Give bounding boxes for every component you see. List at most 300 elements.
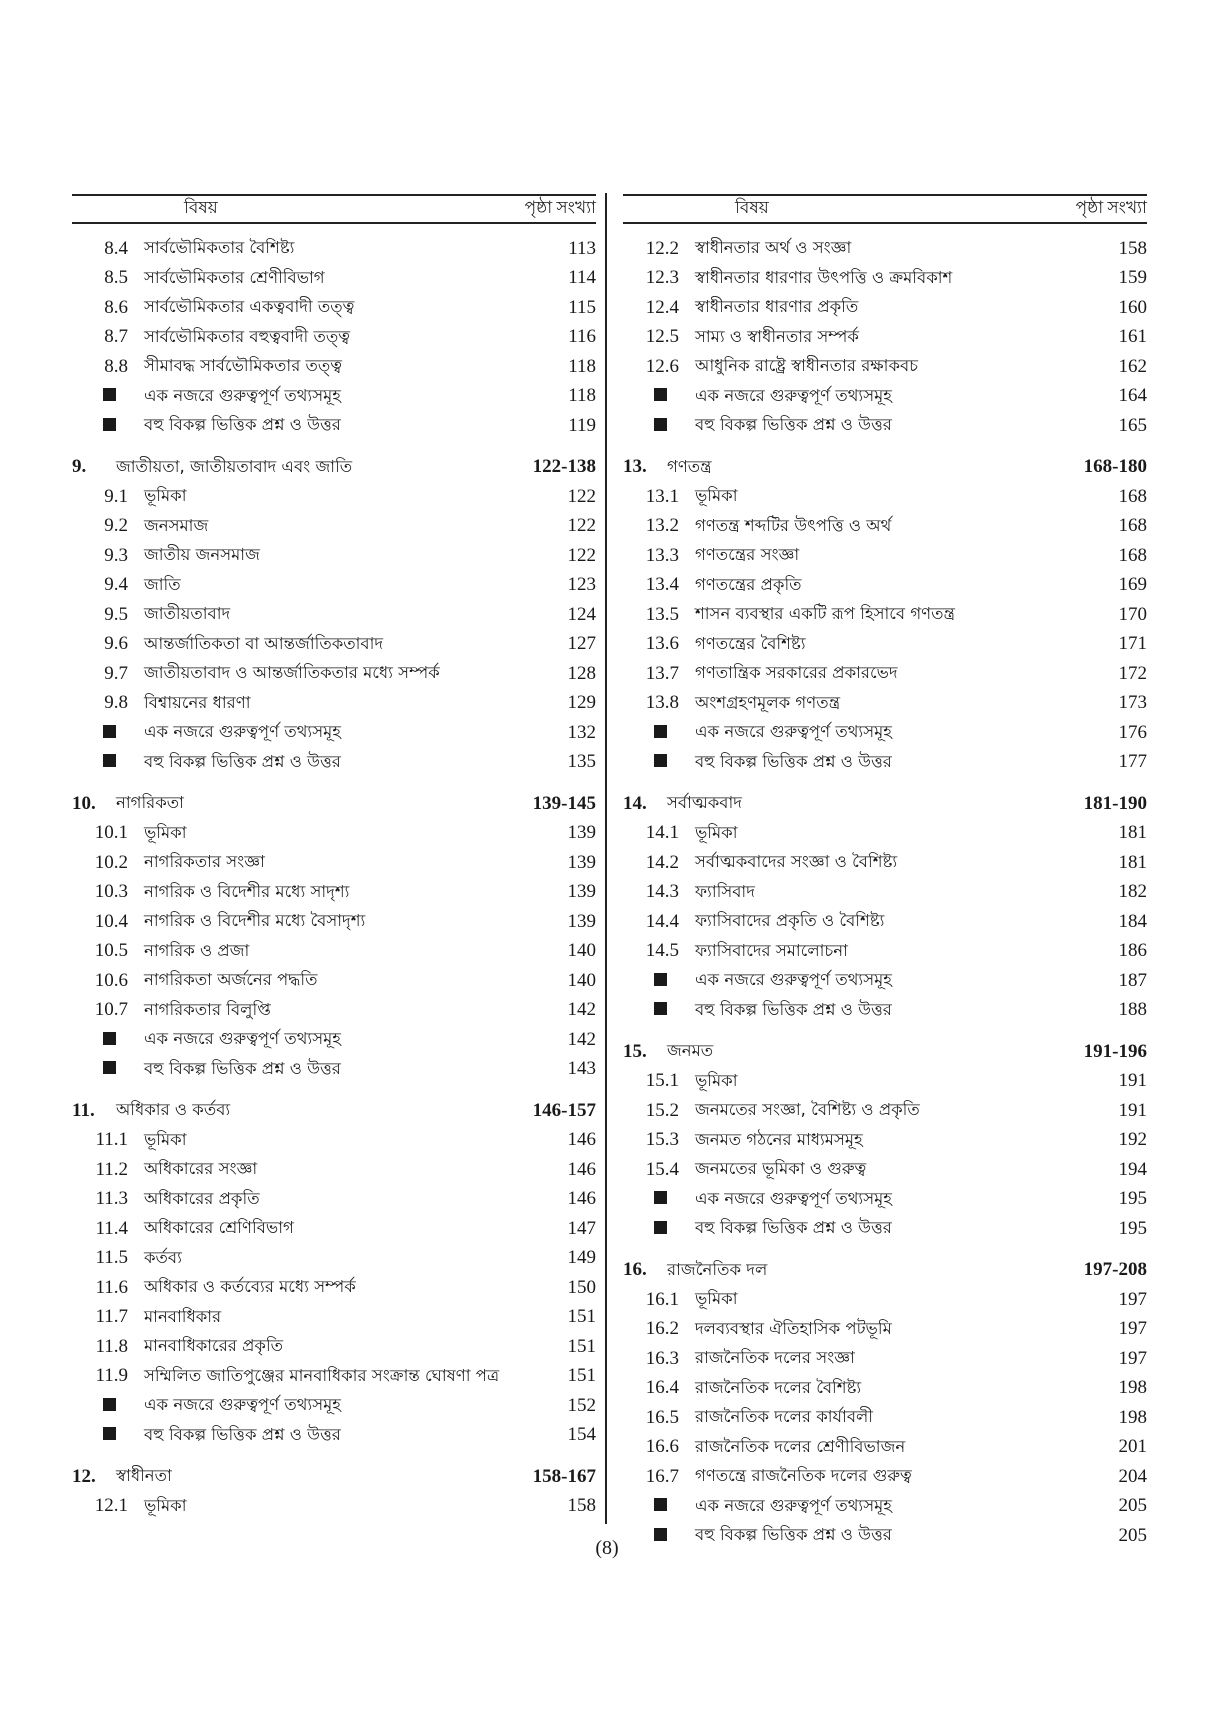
toc-bullet-row bbox=[623, 996, 1147, 1026]
entry-title: ভূমিকা bbox=[144, 822, 187, 842]
bullet-square-icon bbox=[103, 1427, 116, 1440]
entry-title: এক নজরে গুরুত্বপূর্ণ তথ্যসমূহ bbox=[144, 385, 341, 405]
entry-title: সার্বভৌমিকতার একত্ববাদী তত্ত্ব bbox=[144, 297, 355, 317]
entry-page: 151 bbox=[567, 1365, 596, 1387]
section-number: 10.1 bbox=[94, 822, 128, 844]
toc-section-row bbox=[623, 352, 1147, 382]
toc-section-row bbox=[623, 630, 1147, 660]
toc-section-row bbox=[72, 234, 596, 264]
section-number: 11.8 bbox=[95, 1335, 128, 1357]
entry-page: 139 bbox=[567, 822, 596, 844]
toc-bullet-row bbox=[623, 966, 1147, 996]
bullet-square-icon bbox=[623, 1218, 695, 1240]
toc-bullet-row bbox=[72, 1025, 596, 1055]
entry-page: 188 bbox=[1118, 999, 1147, 1021]
toc-section-row bbox=[623, 1067, 1147, 1097]
section-number: 14.4 bbox=[645, 910, 679, 932]
section-number: 10.2 bbox=[94, 851, 128, 873]
section-number: 13.7 bbox=[645, 662, 679, 684]
toc-section-row bbox=[72, 600, 596, 630]
section-number: 12.3 bbox=[645, 267, 679, 289]
toc-section-row bbox=[72, 323, 596, 353]
section-number: 13.1 bbox=[645, 485, 679, 507]
toc-section-row bbox=[623, 264, 1147, 294]
section-number: 12.5 bbox=[645, 326, 679, 348]
entry-title: জাতি bbox=[144, 574, 181, 594]
entry-page: 140 bbox=[567, 969, 596, 991]
entry-page: 191 bbox=[1118, 1070, 1147, 1092]
toc-section-row bbox=[623, 1126, 1147, 1156]
entry-page: 128 bbox=[567, 662, 596, 684]
bullet-square-icon bbox=[623, 722, 695, 744]
toc-section-row bbox=[72, 689, 596, 719]
section-number: 13.6 bbox=[645, 633, 679, 655]
section-number: 9.1 bbox=[104, 485, 128, 507]
bullet-square-icon bbox=[103, 388, 116, 401]
entry-page: 142 bbox=[567, 999, 596, 1021]
entry-page: 194 bbox=[1118, 1158, 1147, 1180]
bullet-square-icon bbox=[654, 388, 667, 401]
bullet-square-icon bbox=[103, 754, 116, 767]
entry-title: অধিকার ও কর্তব্যের মধ্যে সম্পর্ক bbox=[144, 1277, 356, 1297]
chapter-title: গণতন্ত্র bbox=[667, 456, 712, 476]
entry-page: 184 bbox=[1118, 910, 1147, 932]
toc-section-row bbox=[623, 937, 1147, 967]
section-number: 11.3 bbox=[95, 1188, 128, 1210]
entry-title: নাগরিক ও বিদেশীর মধ্যে সাদৃশ্য bbox=[144, 881, 350, 901]
section-number: 16.4 bbox=[645, 1377, 679, 1399]
entry-page: 197 bbox=[1118, 1318, 1147, 1340]
toc-section-row bbox=[623, 819, 1147, 849]
toc-section-row bbox=[623, 689, 1147, 719]
toc-section-row bbox=[72, 1362, 596, 1392]
chapter-number: 16. bbox=[623, 1259, 647, 1281]
chapter-page-range: 139-145 bbox=[532, 792, 596, 814]
section-number: 10.5 bbox=[94, 940, 128, 962]
entry-page: 168 bbox=[1118, 485, 1147, 507]
entry-title: এক নজরে গুরুত্বপূর্ণ তথ্যসমূহ bbox=[695, 722, 892, 742]
toc-bullet-row bbox=[623, 411, 1147, 441]
toc-chapter-row bbox=[623, 1256, 1147, 1286]
toc-header bbox=[72, 196, 596, 222]
toc-section-row bbox=[72, 848, 596, 878]
section-number: 12.4 bbox=[645, 296, 679, 318]
entry-page: 123 bbox=[567, 574, 596, 596]
bullet-square-icon bbox=[72, 1424, 144, 1446]
section-number: 9.6 bbox=[104, 633, 128, 655]
entry-title: দলব্যবস্থার ঐতিহাসিক পটভূমি bbox=[695, 1318, 892, 1338]
entry-title: স্বাধীনতার ধারণার প্রকৃতি bbox=[695, 297, 859, 317]
chapter-number: 15. bbox=[623, 1040, 647, 1062]
entry-title: ভূমিকা bbox=[144, 486, 187, 506]
toc-right-column bbox=[623, 194, 1147, 1551]
page-number: (8) bbox=[595, 1537, 619, 1559]
entry-title: এক নজরে গুরুত্বপূর্ণ তথ্যসমূহ bbox=[144, 722, 341, 742]
entry-page: 149 bbox=[567, 1247, 596, 1269]
section-number: 8.8 bbox=[104, 355, 128, 377]
section-number: 15.2 bbox=[645, 1099, 679, 1121]
toc-chapter-row bbox=[72, 1096, 596, 1126]
entry-page: 143 bbox=[567, 1058, 596, 1080]
chapter-page-range: 158-167 bbox=[532, 1465, 596, 1487]
entry-title: শাসন ব্যবস্থার একটি রূপ হিসাবে গণতন্ত্র bbox=[695, 604, 955, 624]
toc-section-row bbox=[72, 907, 596, 937]
toc-bullet-row bbox=[623, 718, 1147, 748]
section-number: 13.5 bbox=[645, 603, 679, 625]
bullet-square-icon bbox=[623, 970, 695, 992]
section-number: 11.4 bbox=[95, 1217, 128, 1239]
toc-section-row bbox=[72, 482, 596, 512]
entry-page: 150 bbox=[567, 1276, 596, 1298]
section-number: 11.1 bbox=[95, 1129, 128, 1151]
entry-title: সীমাবদ্ধ সার্বভৌমিকতার তত্ত্ব bbox=[144, 356, 343, 376]
bullet-square-icon bbox=[103, 418, 116, 431]
entry-page: 116 bbox=[568, 326, 596, 348]
section-number: 12.1 bbox=[94, 1495, 128, 1517]
toc-bullet-row bbox=[72, 1055, 596, 1085]
bullet-square-icon bbox=[654, 754, 667, 767]
entry-page: 159 bbox=[1118, 267, 1147, 289]
chapter-title: জনমত bbox=[667, 1041, 714, 1061]
entry-page: 169 bbox=[1118, 574, 1147, 596]
toc-chapter-row bbox=[623, 789, 1147, 819]
entry-title: অধিকারের শ্রেণিবিভাগ bbox=[144, 1218, 294, 1238]
entry-page: 154 bbox=[567, 1424, 596, 1446]
chapter-title: রাজনৈতিক দল bbox=[667, 1259, 768, 1279]
entry-page: 139 bbox=[567, 910, 596, 932]
entry-page: 205 bbox=[1118, 1495, 1147, 1517]
section-number: 16.3 bbox=[645, 1347, 679, 1369]
bullet-square-icon bbox=[623, 1495, 695, 1517]
bullet-square-icon bbox=[103, 1032, 116, 1045]
toc-section-row bbox=[72, 264, 596, 294]
chapter-title: নাগরিকতা bbox=[116, 793, 184, 813]
toc-section-row bbox=[623, 571, 1147, 601]
toc-section-row bbox=[72, 541, 596, 571]
entry-title: মানবাধিকার bbox=[144, 1306, 222, 1326]
entry-title: বহু বিকল্প ভিত্তিক প্রশ্ন ও উত্তর bbox=[695, 1525, 892, 1545]
toc-section-row bbox=[72, 1185, 596, 1215]
section-number: 11.2 bbox=[95, 1158, 128, 1180]
section-number: 9.3 bbox=[104, 544, 128, 566]
toc-section-row bbox=[72, 571, 596, 601]
entry-title: ভূমিকা bbox=[144, 1129, 187, 1149]
entry-title: বহু বিকল্প ভিত্তিক প্রশ্ন ও উত্তর bbox=[695, 1218, 892, 1238]
section-number: 16.7 bbox=[645, 1465, 679, 1487]
entry-page: 146 bbox=[567, 1158, 596, 1180]
entry-title: এক নজরে গুরুত্বপূর্ণ তথ্যসমূহ bbox=[144, 1395, 341, 1415]
bullet-square-icon bbox=[654, 1191, 667, 1204]
entry-page: 118 bbox=[568, 385, 596, 407]
section-number: 14.1 bbox=[645, 822, 679, 844]
toc-section-row bbox=[72, 1492, 596, 1522]
section-number: 15.4 bbox=[645, 1158, 679, 1180]
entry-title: নাগরিকতার বিলুপ্তি bbox=[144, 999, 271, 1019]
entry-page: 168 bbox=[1118, 515, 1147, 537]
entry-title: নাগরিক ও বিদেশীর মধ্যে বৈসাদৃশ্য bbox=[144, 911, 366, 931]
entry-title: অধিকারের প্রকৃতি bbox=[144, 1188, 260, 1208]
toc-bullet-row bbox=[72, 1391, 596, 1421]
entry-page: 197 bbox=[1118, 1347, 1147, 1369]
section-number: 12.2 bbox=[645, 237, 679, 259]
toc-section-row bbox=[623, 848, 1147, 878]
bullet-square-icon bbox=[654, 1221, 667, 1234]
entry-title: বহু বিকল্প ভিত্তিক প্রশ্ন ও উত্তর bbox=[695, 415, 892, 435]
bullet-square-icon bbox=[654, 418, 667, 431]
bullet-square-icon bbox=[623, 999, 695, 1021]
entry-title: গণতন্ত্রের বৈশিষ্ট্য bbox=[695, 633, 806, 653]
entry-page: 139 bbox=[567, 881, 596, 903]
entry-page: 151 bbox=[567, 1306, 596, 1328]
toc-section-row bbox=[623, 600, 1147, 630]
bullet-square-icon bbox=[623, 1188, 695, 1210]
entry-title: জাতীয় জনসমাজ bbox=[144, 545, 260, 565]
toc-section-row bbox=[72, 630, 596, 660]
entry-title: বিশ্বায়নের ধারণা bbox=[144, 692, 251, 712]
entry-page: 186 bbox=[1118, 940, 1147, 962]
entry-page: 151 bbox=[567, 1335, 596, 1357]
entry-title: অধিকারের সংজ্ঞা bbox=[144, 1159, 258, 1179]
section-number: 15.3 bbox=[645, 1129, 679, 1151]
entry-page: 127 bbox=[567, 633, 596, 655]
entry-title: রাজনৈতিক দলের কার্যাবলী bbox=[695, 1407, 874, 1427]
section-number: 13.2 bbox=[645, 515, 679, 537]
chapter-number: 12. bbox=[72, 1465, 96, 1487]
section-number: 8.4 bbox=[104, 237, 128, 259]
entry-title: সাম্য ও স্বাধীনতার সম্পর্ক bbox=[695, 326, 859, 346]
section-number: 8.6 bbox=[104, 296, 128, 318]
toc-chapter-row bbox=[72, 453, 596, 483]
section-number: 10.7 bbox=[94, 999, 128, 1021]
toc-section-row bbox=[72, 996, 596, 1026]
toc-section-row bbox=[72, 293, 596, 323]
section-number: 16.2 bbox=[645, 1318, 679, 1340]
entry-page: 146 bbox=[567, 1188, 596, 1210]
entry-title: সর্বাত্মকবাদের সংজ্ঞা ও বৈশিষ্ট্য bbox=[695, 852, 898, 872]
chapter-number: 11. bbox=[72, 1099, 95, 1121]
toc-chapter-row bbox=[623, 453, 1147, 483]
chapter-title: জাতীয়তা, জাতীয়তাবাদ এবং জাতি bbox=[116, 456, 353, 476]
toc-section-row bbox=[72, 1155, 596, 1185]
entry-page: 124 bbox=[567, 603, 596, 625]
toc-section-row bbox=[72, 1332, 596, 1362]
section-number: 8.7 bbox=[104, 326, 128, 348]
chapter-page-range: 122-138 bbox=[532, 456, 596, 478]
toc-section-row bbox=[623, 1433, 1147, 1463]
toc-section-row bbox=[623, 1374, 1147, 1404]
toc-section-row bbox=[623, 541, 1147, 571]
section-number: 8.5 bbox=[104, 267, 128, 289]
bullet-square-icon bbox=[72, 1395, 144, 1417]
entry-title: বহু বিকল্প ভিত্তিক প্রশ্ন ও উত্তর bbox=[144, 751, 341, 771]
entry-page: 113 bbox=[568, 237, 596, 259]
toc-section-row bbox=[623, 1344, 1147, 1374]
entry-page: 122 bbox=[567, 485, 596, 507]
bullet-square-icon bbox=[654, 1498, 667, 1511]
entry-page: 177 bbox=[1118, 751, 1147, 773]
entry-page: 173 bbox=[1118, 692, 1147, 714]
entry-title: স্বাধীনতার অর্থ ও সংজ্ঞা bbox=[695, 238, 852, 258]
entry-title: ভূমিকা bbox=[144, 1495, 187, 1515]
chapter-number: 14. bbox=[623, 792, 647, 814]
entry-page: 172 bbox=[1118, 662, 1147, 684]
entry-page: 140 bbox=[567, 940, 596, 962]
toc-section-row bbox=[623, 907, 1147, 937]
section-number: 16.5 bbox=[645, 1406, 679, 1428]
bullet-square-icon bbox=[103, 725, 116, 738]
toc-section-row bbox=[72, 1244, 596, 1274]
toc-left-column bbox=[72, 194, 596, 1521]
bullet-square-icon bbox=[72, 722, 144, 744]
toc-section-row bbox=[623, 878, 1147, 908]
entry-title: এক নজরে গুরুত্বপূর্ণ তথ্যসমূহ bbox=[695, 385, 892, 405]
toc-section-row bbox=[72, 512, 596, 542]
entry-page: 176 bbox=[1118, 721, 1147, 743]
entry-page: 132 bbox=[567, 721, 596, 743]
toc-section-row bbox=[623, 659, 1147, 689]
subject-column-label: বিষয় bbox=[184, 198, 218, 217]
chapter-page-range: 168-180 bbox=[1083, 456, 1147, 478]
section-number: 12.6 bbox=[645, 355, 679, 377]
toc-section-row bbox=[623, 323, 1147, 353]
entry-page: 158 bbox=[567, 1495, 596, 1517]
toc-section-row bbox=[72, 937, 596, 967]
bullet-square-icon bbox=[103, 1398, 116, 1411]
section-number: 15.1 bbox=[645, 1070, 679, 1092]
entry-title: সার্বভৌমিকতার শ্রেণীবিভাগ bbox=[144, 267, 325, 287]
entry-title: জাতীয়তাবাদ ও আন্তর্জাতিকতার মধ্যে সম্পর্ক bbox=[144, 663, 440, 683]
entry-page: 187 bbox=[1118, 969, 1147, 991]
section-number: 16.1 bbox=[645, 1288, 679, 1310]
entry-title: অংশগ্রহণমূলক গণতন্ত্র bbox=[695, 692, 841, 712]
chapter-page-range: 146-157 bbox=[532, 1099, 596, 1121]
entry-page: 171 bbox=[1118, 633, 1147, 655]
section-number: 10.3 bbox=[94, 881, 128, 903]
toc-section-row bbox=[72, 1126, 596, 1156]
bullet-square-icon bbox=[72, 415, 144, 437]
entry-page: 168 bbox=[1118, 544, 1147, 566]
entry-page: 198 bbox=[1118, 1406, 1147, 1428]
chapter-page-range: 181-190 bbox=[1083, 792, 1147, 814]
entry-page: 142 bbox=[567, 1028, 596, 1050]
entry-title: এক নজরে গুরুত্বপূর্ণ তথ্যসমূহ bbox=[144, 1029, 341, 1049]
chapter-page-range: 191-196 bbox=[1083, 1040, 1147, 1062]
toc-section-row bbox=[72, 819, 596, 849]
toc-section-row bbox=[72, 352, 596, 382]
entry-page: 182 bbox=[1118, 881, 1147, 903]
entry-title: এক নজরে গুরুত্বপূর্ণ তথ্যসমূহ bbox=[695, 1495, 892, 1515]
toc-section-row bbox=[623, 1462, 1147, 1492]
entry-title: এক নজরে গুরুত্বপূর্ণ তথ্যসমূহ bbox=[695, 1188, 892, 1208]
entry-title: নাগরিকতার সংজ্ঞা bbox=[144, 852, 265, 872]
toc-section-row bbox=[72, 1273, 596, 1303]
toc-bullet-row bbox=[72, 1421, 596, 1451]
subject-column-label: বিষয় bbox=[735, 198, 769, 217]
toc-section-row bbox=[623, 512, 1147, 542]
toc-bullet-row bbox=[72, 718, 596, 748]
toc-bullet-row bbox=[623, 1492, 1147, 1522]
section-number: 9.2 bbox=[104, 515, 128, 537]
entry-title: বহু বিকল্প ভিত্তিক প্রশ্ন ও উত্তর bbox=[144, 1424, 341, 1444]
entry-title: ভূমিকা bbox=[695, 1070, 738, 1090]
entry-title: নাগরিক ও প্রজা bbox=[144, 940, 250, 960]
entry-title: সার্বভৌমিকতার বৈশিষ্ট্য bbox=[144, 238, 295, 258]
bullet-square-icon bbox=[72, 1058, 144, 1080]
entry-page: 146 bbox=[567, 1129, 596, 1151]
entry-page: 204 bbox=[1118, 1465, 1147, 1487]
entry-title: জনমতের ভূমিকা ও গুরুত্ব bbox=[695, 1159, 867, 1179]
toc-bullet-row bbox=[72, 748, 596, 778]
entry-page: 161 bbox=[1118, 326, 1147, 348]
entry-page: 165 bbox=[1118, 414, 1147, 436]
entry-page: 198 bbox=[1118, 1377, 1147, 1399]
entry-page: 115 bbox=[568, 296, 596, 318]
section-number: 11.7 bbox=[95, 1306, 128, 1328]
toc-bullet-row bbox=[72, 382, 596, 412]
entry-page: 119 bbox=[568, 414, 596, 436]
toc-list bbox=[72, 234, 596, 1521]
section-number: 10.6 bbox=[94, 969, 128, 991]
bullet-square-icon bbox=[623, 751, 695, 773]
chapter-title: সর্বাত্মকবাদ bbox=[667, 793, 742, 813]
bullet-square-icon bbox=[654, 725, 667, 738]
entry-title: বহু বিকল্প ভিত্তিক প্রশ্ন ও উত্তর bbox=[144, 1058, 341, 1078]
entry-page: 170 bbox=[1118, 603, 1147, 625]
section-number: 14.3 bbox=[645, 881, 679, 903]
entry-page: 135 bbox=[567, 751, 596, 773]
section-number: 16.6 bbox=[645, 1436, 679, 1458]
column-divider bbox=[605, 193, 607, 1524]
chapter-title: স্বাধীনতা bbox=[116, 1466, 172, 1486]
toc-section-row bbox=[623, 293, 1147, 323]
section-number: 13.8 bbox=[645, 692, 679, 714]
bullet-square-icon bbox=[72, 1029, 144, 1051]
section-number: 13.3 bbox=[645, 544, 679, 566]
bullet-square-icon bbox=[72, 751, 144, 773]
bullet-square-icon bbox=[103, 1061, 116, 1074]
entry-page: 181 bbox=[1118, 822, 1147, 844]
section-number: 11.6 bbox=[95, 1276, 128, 1298]
toc-bullet-row bbox=[72, 411, 596, 441]
chapter-number: 13. bbox=[623, 456, 647, 478]
entry-page: 122 bbox=[567, 544, 596, 566]
entry-page: 160 bbox=[1118, 296, 1147, 318]
entry-title: রাজনৈতিক দলের শ্রেণীবিভাজন bbox=[695, 1436, 906, 1456]
entry-page: 129 bbox=[567, 692, 596, 714]
entry-title: জনসমাজ bbox=[144, 515, 209, 535]
chapter-number: 9. bbox=[72, 456, 87, 478]
entry-page: 158 bbox=[1118, 237, 1147, 259]
toc-bullet-row bbox=[623, 1185, 1147, 1215]
bullet-square-icon bbox=[623, 385, 695, 407]
entry-title: স্বাধীনতার ধারণার উৎপত্তি ও ক্রমবিকাশ bbox=[695, 267, 953, 287]
entry-title: আধুনিক রাষ্ট্রে স্বাধীনতার রক্ষাকবচ bbox=[695, 356, 919, 376]
toc-bullet-row bbox=[623, 382, 1147, 412]
entry-title: কর্তব্য bbox=[144, 1247, 182, 1267]
entry-title: ভূমিকা bbox=[695, 486, 738, 506]
section-number: 11.9 bbox=[95, 1365, 128, 1387]
toc-bullet-row bbox=[623, 748, 1147, 778]
toc-section-row bbox=[623, 1285, 1147, 1315]
entry-page: 162 bbox=[1118, 355, 1147, 377]
bullet-square-icon bbox=[654, 1002, 667, 1015]
section-number: 13.4 bbox=[645, 574, 679, 596]
entry-page: 122 bbox=[567, 515, 596, 537]
bullet-square-icon bbox=[654, 973, 667, 986]
bullet-square-icon bbox=[72, 385, 144, 407]
entry-title: গণতান্ত্রিক সরকারের প্রকারভেদ bbox=[695, 663, 898, 683]
section-number: 9.8 bbox=[104, 692, 128, 714]
